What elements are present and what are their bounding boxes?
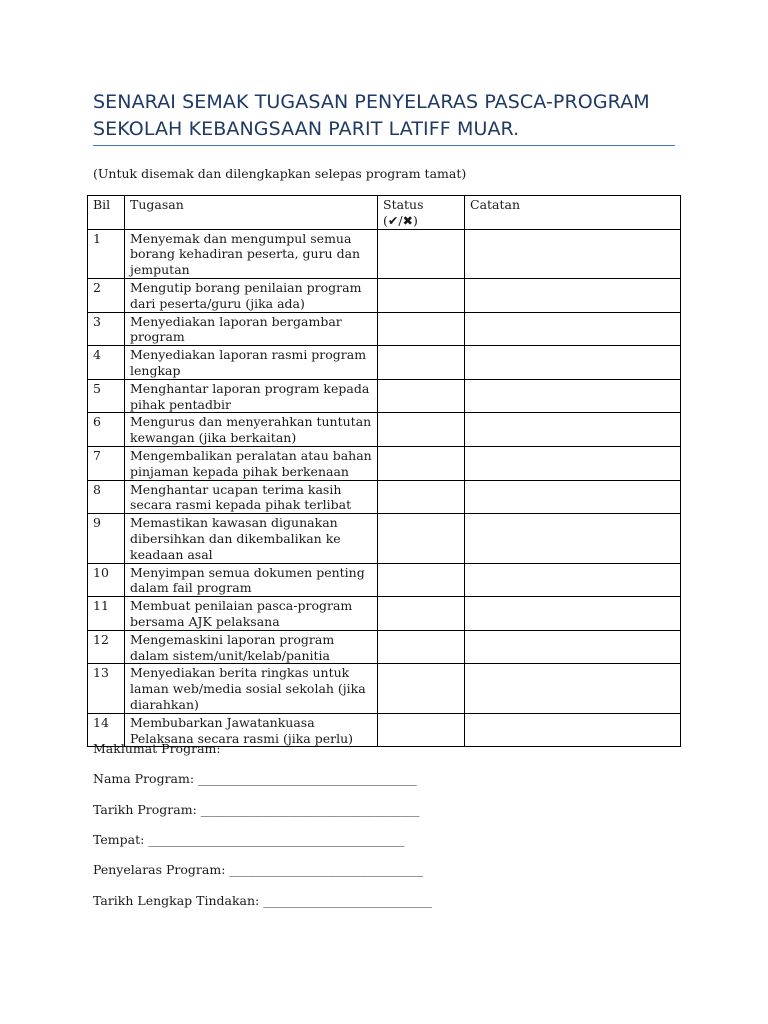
row-status-cell[interactable] — [378, 664, 465, 713]
row-tugasan-cell: Menyimpan semua dokumen penting dalam fail program — [125, 563, 378, 597]
row-catatan-cell[interactable] — [465, 446, 681, 480]
row-catatan-cell[interactable] — [465, 413, 681, 447]
row-tugasan-cell: Mengembalikan peralatan atau bahan pinjaman kepada pihak berkenaan — [125, 446, 378, 480]
penyelaras-program-field: Penyelaras Program: _______________________________ — [93, 862, 424, 877]
table-row — [88, 446, 681, 480]
instruction-text: (Untuk disemak dan dilengkapkan selepas program tamat) — [93, 166, 467, 181]
row-tugasan-cell: Membuat penilaian pasca-program bersama AJK pelaksana — [125, 597, 378, 631]
header-status-symbols: (✔/✖) — [383, 212, 418, 228]
row-bil-cell: 10 — [88, 563, 125, 597]
nama-program-field: Nama Program: ___________________________________ — [93, 771, 417, 786]
row-status-cell[interactable] — [378, 346, 465, 380]
row-status-cell[interactable] — [378, 229, 465, 278]
row-status-cell[interactable] — [378, 413, 465, 447]
row-status-cell[interactable] — [378, 480, 465, 514]
row-catatan-cell[interactable] — [465, 278, 681, 312]
table-row — [88, 630, 681, 664]
header-status — [378, 196, 465, 230]
row-catatan-cell[interactable] — [465, 713, 681, 747]
header-catatan: Catatan — [465, 196, 681, 230]
row-tugasan-cell: Mengutip borang penilaian program dari peserta/guru (jika ada) — [125, 278, 378, 312]
table-row — [88, 413, 681, 447]
row-bil-cell: 7 — [88, 446, 125, 480]
row-status-cell[interactable] — [378, 379, 465, 413]
row-status-cell[interactable] — [378, 446, 465, 480]
row-bil-cell: 3 — [88, 312, 125, 346]
info-heading: Maklumat Program: — [93, 741, 221, 756]
row-bil-cell: 13 — [88, 664, 125, 713]
table-row — [88, 664, 681, 713]
row-tugasan-cell: Menyediakan berita ringkas untuk laman web/media sosial sekolah (jika diarahkan) — [125, 664, 378, 713]
row-catatan-cell[interactable] — [465, 514, 681, 563]
table-row — [88, 346, 681, 380]
row-bil-cell: 6 — [88, 413, 125, 447]
table-row — [88, 379, 681, 413]
checklist-table — [87, 195, 681, 747]
tempat-field: Tempat: _________________________________________ — [93, 832, 405, 847]
row-status-cell[interactable] — [378, 278, 465, 312]
header-bil: Bil — [88, 196, 125, 230]
row-catatan-cell[interactable] — [465, 563, 681, 597]
row-tugasan-cell: Mengurus dan menyerahkan tuntutan kewangan (jika berkaitan) — [125, 413, 378, 447]
row-tugasan-cell: Menyediakan laporan rasmi program lengkap — [125, 346, 378, 380]
row-tugasan-cell: Membubarkan Jawatankuasa Pelaksana secara rasmi (jika perlu) — [125, 713, 378, 747]
table-row — [88, 312, 681, 346]
row-catatan-cell[interactable] — [465, 480, 681, 514]
header-tugasan: Tugasan — [125, 196, 378, 230]
table-row — [88, 597, 681, 631]
row-status-cell[interactable] — [378, 630, 465, 664]
table-header-row — [88, 196, 681, 230]
row-status-cell[interactable] — [378, 713, 465, 747]
row-catatan-cell[interactable] — [465, 379, 681, 413]
document-title — [93, 89, 693, 143]
table-row — [88, 278, 681, 312]
row-bil-cell: 12 — [88, 630, 125, 664]
row-bil-cell: 2 — [88, 278, 125, 312]
row-status-cell[interactable] — [378, 312, 465, 346]
row-bil-cell: 11 — [88, 597, 125, 631]
row-catatan-cell[interactable] — [465, 664, 681, 713]
header-status-label: Status — [383, 197, 424, 212]
row-status-cell[interactable] — [378, 514, 465, 563]
title-line-2: SEKOLAH KEBANGSAAN PARIT LATIFF MUAR. — [93, 118, 520, 140]
row-catatan-cell[interactable] — [465, 312, 681, 346]
tarikh-lengkap-field: Tarikh Lengkap Tindakan: ___________________________ — [93, 893, 432, 908]
row-status-cell[interactable] — [378, 563, 465, 597]
title-line-1: SENARAI SEMAK TUGASAN PENYELARAS PASCA-PROGRAM — [93, 91, 650, 113]
table-row — [88, 229, 681, 278]
row-status-cell[interactable] — [378, 597, 465, 631]
table-row — [88, 480, 681, 514]
row-catatan-cell[interactable] — [465, 229, 681, 278]
row-tugasan-cell: Menyemak dan mengumpul semua borang kehadiran peserta, guru dan jemputan — [125, 229, 378, 278]
row-catatan-cell[interactable] — [465, 597, 681, 631]
row-bil-cell: 9 — [88, 514, 125, 563]
tarikh-program-field: Tarikh Program: ___________________________________ — [93, 802, 420, 817]
row-catatan-cell[interactable] — [465, 346, 681, 380]
row-bil-cell: 14 — [88, 713, 125, 747]
row-bil-cell: 5 — [88, 379, 125, 413]
row-bil-cell: 4 — [88, 346, 125, 380]
table-row — [88, 514, 681, 563]
row-bil-cell: 1 — [88, 229, 125, 278]
row-tugasan-cell: Menghantar laporan program kepada pihak pentadbir — [125, 379, 378, 413]
row-tugasan-cell: Menghantar ucapan terima kasih secara rasmi kepada pihak terlibat — [125, 480, 378, 514]
table-row — [88, 563, 681, 597]
row-tugasan-cell: Mengemaskini laporan program dalam sistem/unit/kelab/panitia — [125, 630, 378, 664]
row-catatan-cell[interactable] — [465, 630, 681, 664]
row-bil-cell: 8 — [88, 480, 125, 514]
row-tugasan-cell: Menyediakan laporan bergambar program — [125, 312, 378, 346]
row-tugasan-cell: Memastikan kawasan digunakan dibersihkan dan dikembalikan ke keadaan asal — [125, 514, 378, 563]
title-underline — [93, 145, 675, 146]
